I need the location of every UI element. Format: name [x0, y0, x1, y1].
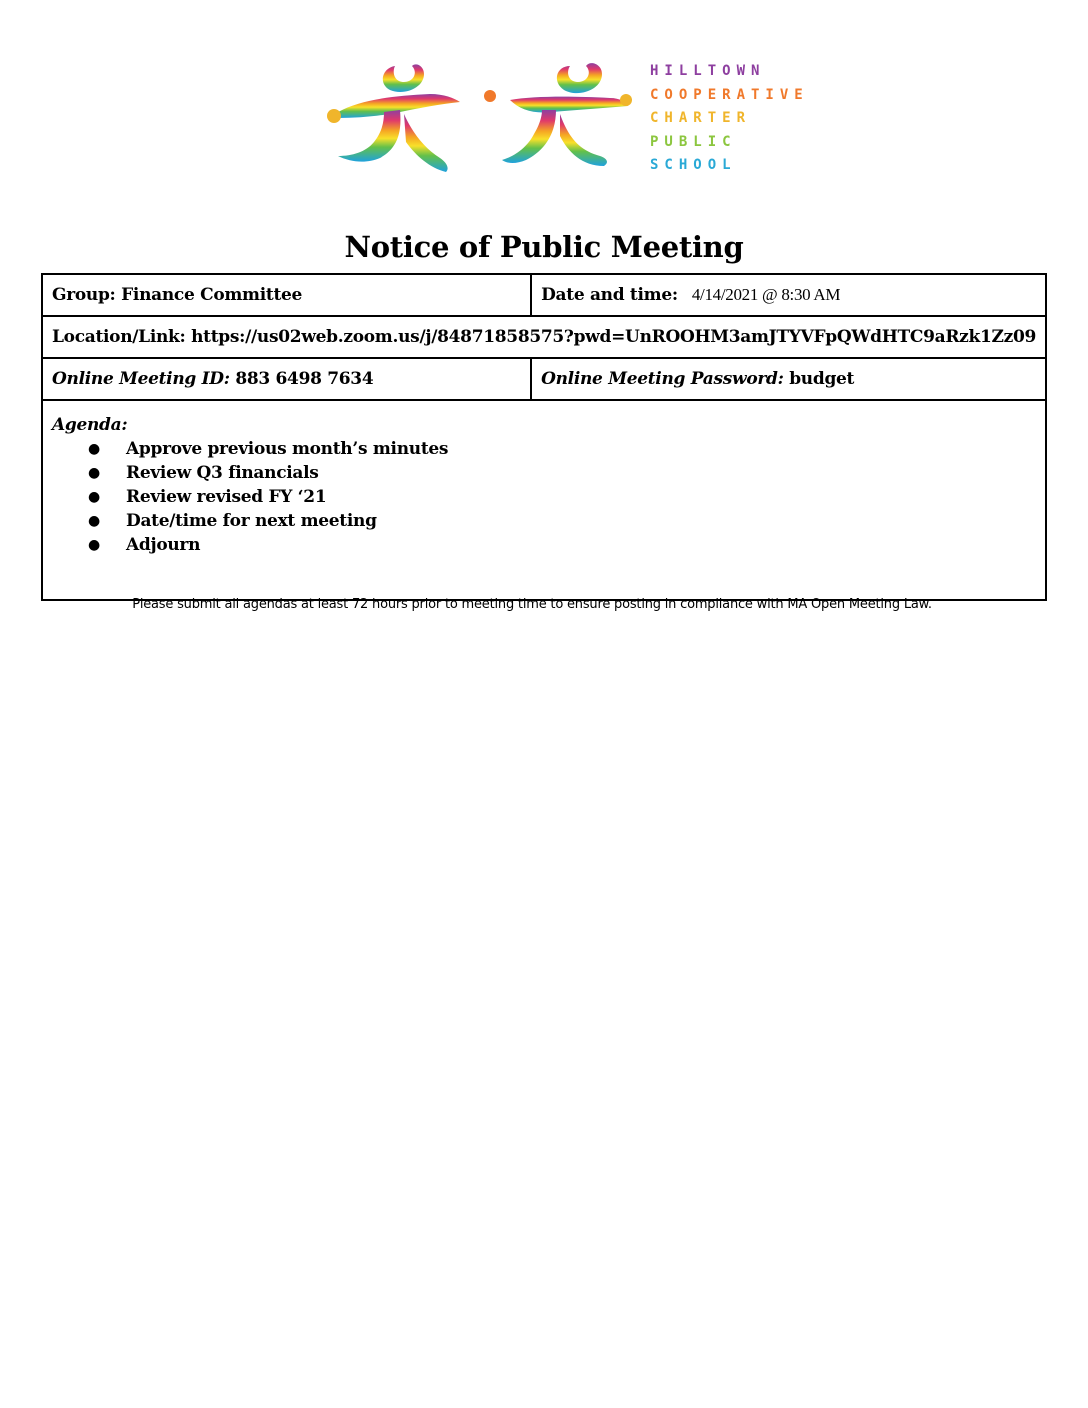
location-link[interactable]: Location/Link: https://us02web.zoom.us/j/84871858575?pwd=UnROOHM3amJTYVFpQWdHTC9aRzk1Zz09: [52, 327, 1037, 347]
school-name-line-4: PUBLIC: [650, 133, 737, 150]
bullet-icon: ●: [88, 489, 100, 505]
group-label: Group: Finance Committee: [52, 285, 303, 305]
meeting-id-label: Online Meeting ID:: [52, 369, 230, 389]
agenda-item-text: Date/time for next meeting: [126, 511, 377, 531]
agenda-item-text: Approve previous month’s minutes: [126, 439, 449, 459]
password-cell: [531, 358, 1046, 400]
location-cell: [42, 316, 1046, 358]
group-cell: [42, 274, 531, 316]
list-item: [88, 485, 1036, 509]
meeting-id-value: 883 6498 7634: [235, 369, 374, 389]
agenda-item-text: Review Q3 financials: [126, 463, 319, 483]
school-name-line-2: COOPERATIVE: [650, 86, 809, 103]
agenda-list: [52, 437, 1036, 557]
meeting-info-table: [41, 273, 1047, 601]
logo-figures-icon: [320, 52, 640, 182]
agenda-item-text: Review revised FY ‘21: [126, 487, 327, 507]
footer-note: Please submit all agendas at least 72 hours prior to meeting time to ensure posting in compliance with MA Open Meeting Law.: [132, 597, 932, 612]
table-row-credentials: [42, 358, 1046, 400]
bullet-icon: ●: [88, 465, 100, 481]
page-title: Notice of Public Meeting: [344, 230, 744, 264]
datetime-cell: [531, 274, 1046, 316]
school-name-line-1: HILLTOWN: [650, 63, 766, 79]
school-logo: [320, 52, 809, 182]
bullet-icon: ●: [88, 441, 100, 457]
agenda-label: Agenda:: [52, 415, 128, 435]
meeting-id-cell: [42, 358, 531, 400]
list-item: [88, 461, 1036, 485]
list-item: [88, 533, 1036, 557]
agenda-cell: [42, 400, 1046, 600]
list-item: [88, 437, 1036, 461]
school-name: [650, 60, 809, 178]
bullet-icon: ●: [88, 537, 100, 553]
password-label: Online Meeting Password:: [541, 369, 784, 389]
school-name-line-5: SCHOOL: [650, 157, 737, 173]
datetime-value: 4/14/2021 @ 8:30 AM: [691, 285, 841, 304]
table-row-location: [42, 316, 1046, 358]
table-row-agenda: [42, 400, 1046, 600]
list-item: [88, 509, 1036, 533]
password-value: budget: [789, 369, 855, 389]
datetime-label: Date and time:: [541, 285, 678, 305]
agenda-item-text: Adjourn: [126, 535, 201, 555]
bullet-icon: ●: [88, 513, 100, 529]
table-row-group: [42, 274, 1046, 316]
school-name-line-3: CHARTER: [650, 110, 752, 126]
